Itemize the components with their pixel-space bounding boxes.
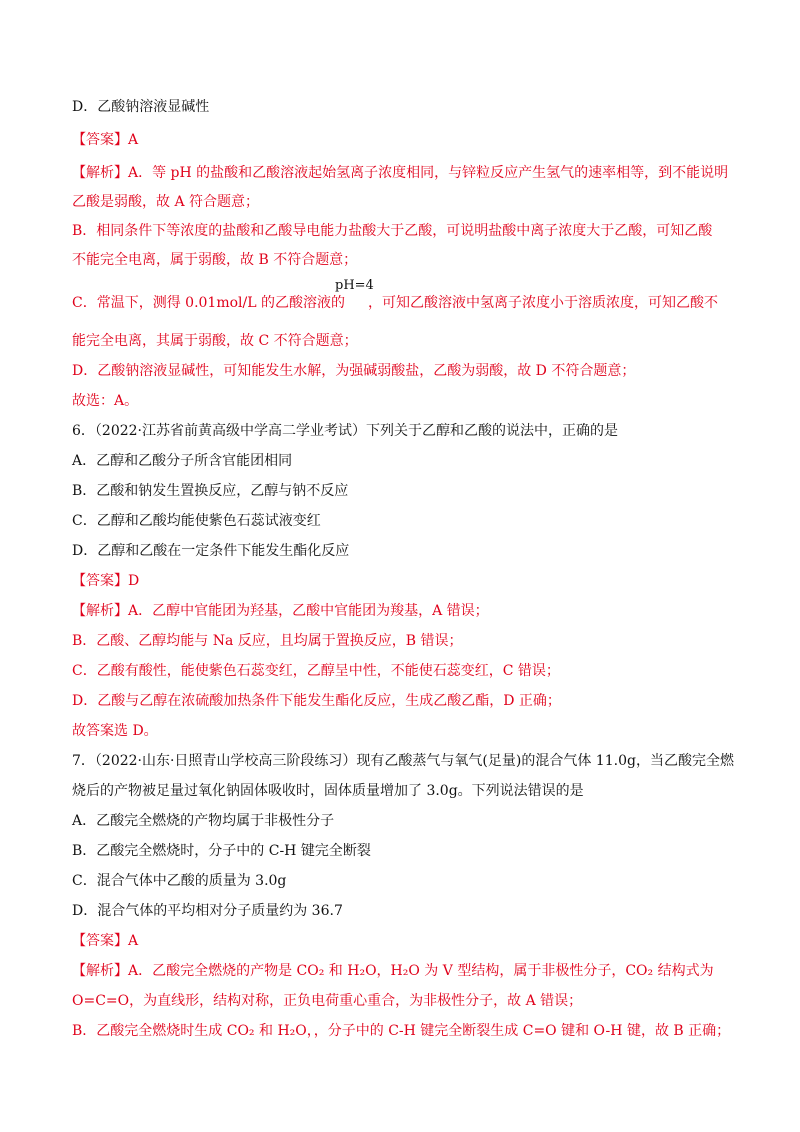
q6-conclusion: 故答案选 D。 xyxy=(72,723,158,739)
q6-stem: 6．（2022·江苏省前黄高级中学高二学业考试）下列关于乙醇和乙酸的说法中，正确的是 xyxy=(72,423,618,439)
q7-option-b: B．乙酸完全燃烧时，分子中的 C-H 键完全断裂 xyxy=(72,843,371,859)
prev-analysis-a-1: 【解析】A．等 pH 的盐酸和乙酸溶液起始氢离子浓度相同，与锌粒反应产生氢气的速率相等，到不能说明 xyxy=(72,165,729,181)
q6-option-b: B．乙酸和钠发生置换反应，乙醇与钠不反应 xyxy=(72,483,349,499)
q7-analysis-a-1: 【解析】A．乙酸完全燃烧的产物是 CO₂ 和 H₂O，H₂O 为 V 型结构，属于非极性分子，CO₂ 结构式为 xyxy=(72,963,714,979)
q7-option-c: C．混合气体中乙酸的质量为 3.0g xyxy=(72,873,287,889)
prev-analysis-a-2: 乙酸是弱酸，故 A 符合题意； xyxy=(72,194,260,210)
q7-stem-1: 7．（2022·山东·日照青山学校高三阶段练习）现有乙酸蒸气与氧气(足量)的混合气体 11.0g，当乙酸完全燃 xyxy=(72,753,734,769)
q6-option-a: A．乙醇和乙酸分子所含官能团相同 xyxy=(72,453,293,469)
q7-option-d: D．混合气体的平均相对分子质量约为 36.7 xyxy=(72,903,343,919)
q6-option-c: C．乙醇和乙酸均能使紫色石蕊试液变红 xyxy=(72,513,321,529)
q7-stem-2: 烧后的产物被足量过氧化钠固体吸收时，固体质量增加了 3.0g。下列说法错误的是 xyxy=(72,783,584,799)
prev-option-d: D．乙酸钠溶液显碱性 xyxy=(72,99,210,115)
q6-analysis-d: D．乙酸与乙醇在浓硫酸加热条件下能发生酯化反应，生成乙酸乙酯，D 正确； xyxy=(72,693,561,709)
prev-conclusion: 故选：A。 xyxy=(72,393,139,409)
q7-analysis-b: B．乙酸完全燃烧时生成 CO₂ 和 H₂O，，分子中的 C-H 键完全断裂生成 C=O 键和 O-H 键，故 B 正确； xyxy=(72,1023,731,1039)
prev-analysis-b-2: 不能完全电离，属于弱酸，故 B 不符合题意； xyxy=(72,252,358,268)
prev-answer: 【答案】A xyxy=(72,132,139,148)
prev-analysis-d: D．乙酸钠溶液显碱性，可知能发生水解，为强碱弱酸盐，乙酸为弱酸，故 D 不符合题意； xyxy=(72,363,636,379)
q6-option-d: D．乙醇和乙酸在一定条件下能发生酯化反应 xyxy=(72,543,350,559)
q7-analysis-a-2: O=C=O，为直线形，结构对称，正负电荷重心重合，为非极性分子，故 A 错误； xyxy=(72,993,583,1009)
q7-answer: 【答案】A xyxy=(72,933,139,949)
prev-analysis-c-1a: C．常温下，测得 0.01mol/L 的乙酸溶液的 xyxy=(72,295,345,311)
q6-answer: 【答案】D xyxy=(72,573,140,589)
prev-analysis-c-2: 能完全电离，其属于弱酸，故 C 不符合题意； xyxy=(72,333,358,349)
ph-formula: pH=4 xyxy=(335,278,374,293)
prev-analysis-c-1b: ，可知乙酸溶液中氢离子浓度小于溶质浓度，可知乙酸不 xyxy=(368,295,718,311)
q6-analysis-b: B．乙酸、乙醇均能与 Na 反应，且均属于置换反应，B 错误； xyxy=(72,633,463,649)
q7-option-a: A．乙酸完全燃烧的产物均属于非极性分子 xyxy=(72,813,335,829)
q6-analysis-c: C．乙酸有酸性，能使紫色石蕊变红，乙醇呈中性，不能使石蕊变红，C 错误； xyxy=(72,663,560,679)
prev-analysis-b-1: B．相同条件下等浓度的盐酸和乙酸导电能力盐酸大于乙酸，可说明盐酸中离子浓度大于乙酸，可知乙酸 xyxy=(72,223,713,239)
q6-analysis-a: 【解析】A．乙醇中官能团为羟基，乙酸中官能团为羧基，A 错误； xyxy=(72,603,489,619)
